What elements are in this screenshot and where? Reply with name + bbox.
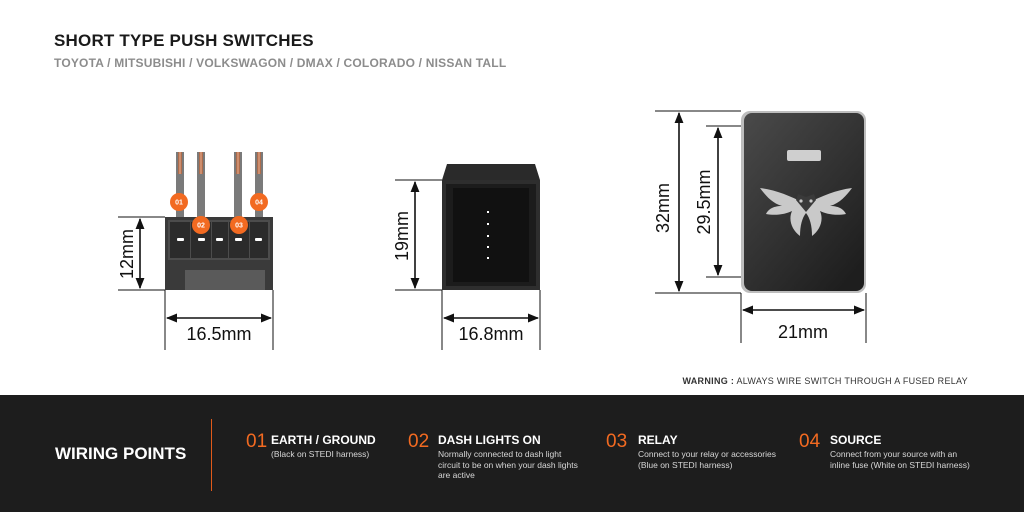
point-title: DASH LIGHTS ON (438, 433, 541, 447)
pin-badge-01 (170, 193, 188, 211)
point-title: SOURCE (830, 433, 882, 447)
warning-prefix: WARNING : (682, 376, 735, 386)
back-height-label: 19mm (392, 210, 412, 262)
point-number: 03 (606, 431, 628, 452)
svg-text:01: 01 (175, 199, 183, 207)
page-title: SHORT TYPE PUSH SWITCHES (54, 31, 314, 50)
point-number: 01 (246, 431, 268, 452)
point-description: Connect from your source with an inline fuse (White on STEDI harness) (830, 449, 970, 470)
vehicle-compatibility-subtitle: TOYOTA / MITSUBISHI / VOLKSWAGON / DMAX / COLORADO / NISSAN TALL (54, 56, 507, 70)
back-width-label: 16.8mm (458, 324, 524, 344)
side-height-label: 12mm (117, 228, 137, 280)
front-inner-height-label: 29.5mm (694, 169, 714, 235)
pin-badge-04 (250, 193, 268, 211)
wiring-points-title: WIRING POINTS (55, 444, 187, 463)
point-description: (Black on STEDI harness) (271, 449, 370, 459)
divider (211, 419, 212, 491)
wires (176, 152, 263, 222)
point-number: 04 (799, 431, 821, 452)
pin-badge-02 (192, 216, 210, 234)
warning-text: ALWAYS WIRE SWITCH THROUGH A FUSED RELAY (734, 376, 968, 386)
point-title: EARTH / GROUND (271, 433, 376, 447)
point-description: Normally connected to dash light circuit to be on when your dash lights are active (438, 449, 578, 480)
svg-text:04: 04 (255, 199, 263, 207)
svg-text:03: 03 (235, 222, 243, 230)
point-number: 02 (408, 431, 430, 452)
back-view (392, 164, 540, 350)
wiring-points-panel (0, 395, 1024, 512)
side-width-label: 16.5mm (186, 324, 252, 344)
warning-notice (682, 376, 968, 386)
pin-badge-03 (230, 216, 248, 234)
front-width-label: 21mm (777, 322, 829, 342)
front-outer-height-label: 32mm (653, 182, 673, 234)
point-title: RELAY (638, 433, 678, 447)
indicator-light (787, 150, 821, 161)
svg-text:02: 02 (197, 222, 205, 230)
point-description: Connect to your relay or accessories (Blue on STEDI harness) (638, 449, 776, 470)
side-view (117, 152, 273, 350)
front-view (653, 111, 866, 343)
